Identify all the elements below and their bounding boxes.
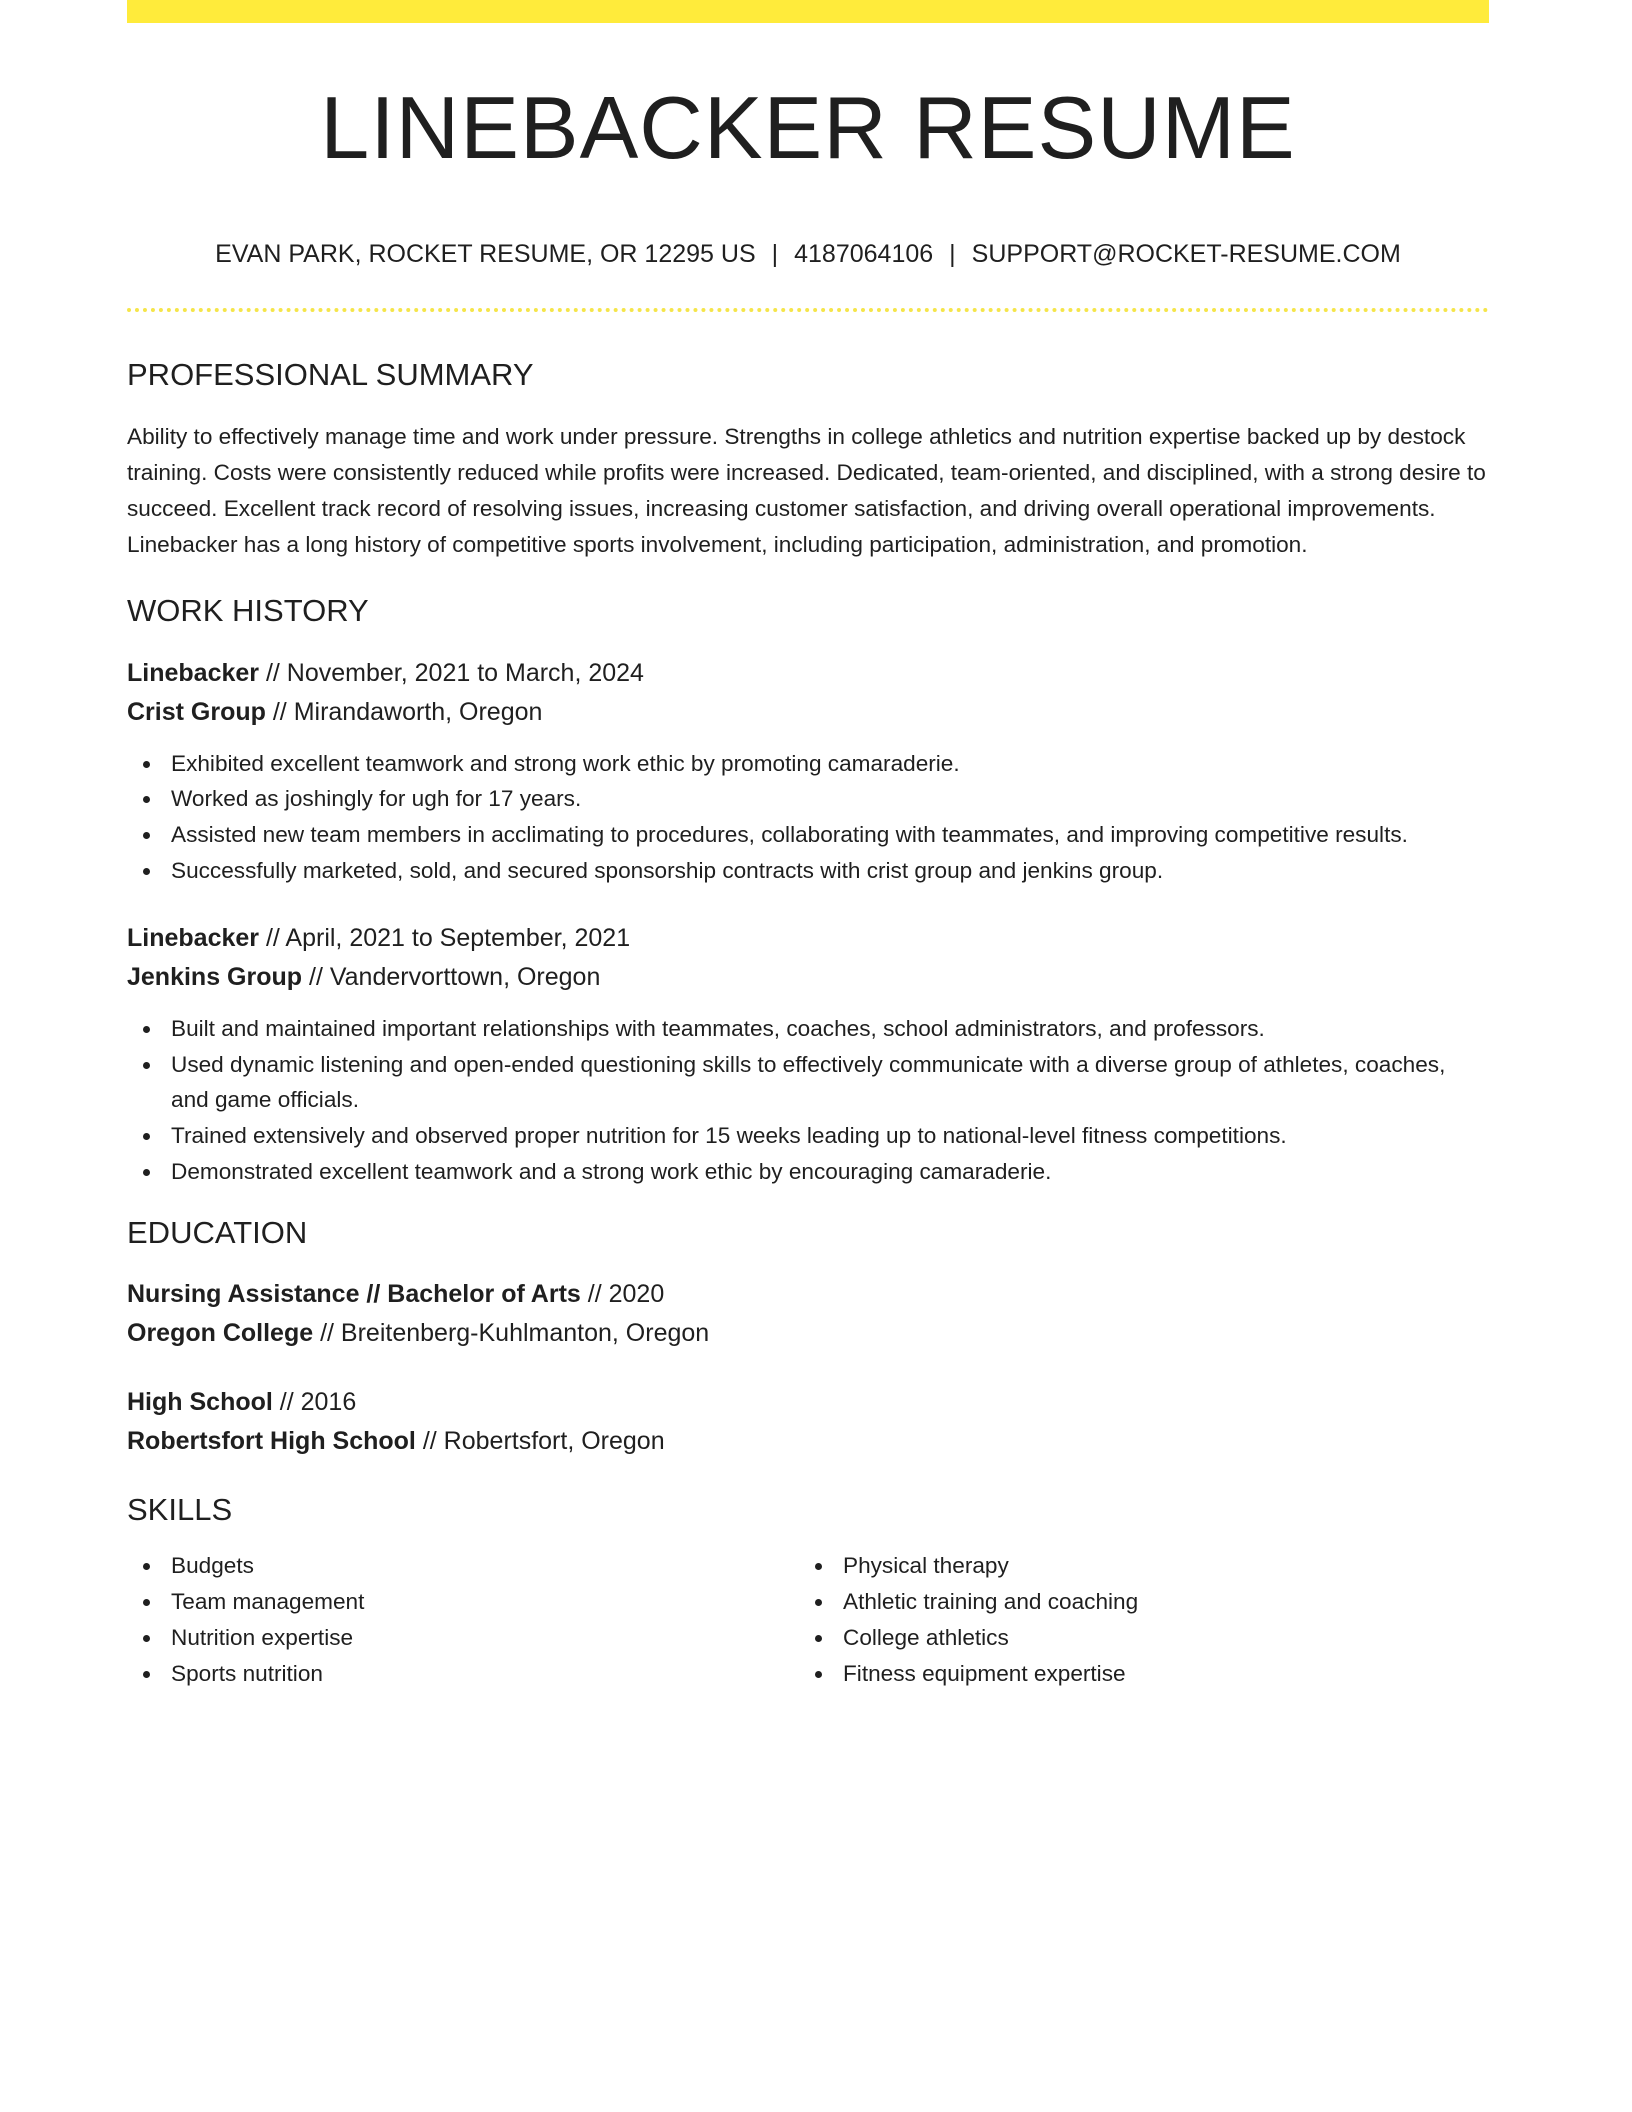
job-company-line (127, 693, 1489, 732)
skills-right-list (799, 1548, 1471, 1691)
contact-line (127, 239, 1489, 269)
list-item: Trained extensively and observed proper nutrition for 15 weeks leading up to national-level fitness competitions. (127, 1118, 1489, 1154)
summary-heading: PROFESSIONAL SUMMARY (127, 357, 534, 392)
contact-phone: 4187064106 (794, 240, 934, 268)
education-school: Oregon College (127, 1318, 314, 1347)
contact-address: EVAN PARK, ROCKET RESUME, OR 12295 US (215, 240, 756, 268)
list-item: Worked as joshingly for ugh for 17 years. (127, 781, 1489, 817)
education-year: // 2016 (272, 1387, 357, 1416)
job-bullets (127, 746, 1489, 889)
list-item: Successfully marketed, sold, and secured sponsorship contracts with crist group and jenkins group. (127, 853, 1489, 889)
list-item: Used dynamic listening and open-ended questioning skills to effectively communicate with a diverse group of athletes, coaches, and game officials. (127, 1047, 1489, 1119)
contact-email: SUPPORT@ROCKET-RESUME.COM (971, 240, 1401, 268)
list-item: Budgets (127, 1548, 799, 1584)
job-location: // Mirandaworth, Oregon (265, 697, 543, 726)
education-degree-line (127, 1275, 1489, 1314)
skills-columns (127, 1548, 1489, 1691)
job-bullets (127, 1011, 1489, 1190)
education-location: // Robertsfort, Oregon (415, 1426, 665, 1455)
list-item: College athletics (799, 1620, 1471, 1656)
list-item: Exhibited excellent teamwork and strong work ethic by promoting camaraderie. (127, 746, 1489, 782)
summary-text: Ability to effectively manage time and work under pressure. Strengths in college athletics and nutrition expertise backed up by destock training. Costs were consistently reduced while profits were increased. Dedicated, team-oriented, and disciplined, with a strong desire to succeed. Excellent track record of resolving issues, increasing customer satisfaction, and driving overall operational improvements. Linebacker has a long history of competitive sports involvement, including participation, administration, and promotion. (127, 424, 1486, 557)
list-item: Fitness equipment expertise (799, 1656, 1471, 1692)
list-item: Demonstrated excellent teamwork and a strong work ethic by encouraging camaraderie. (127, 1154, 1489, 1190)
education-entry (127, 1383, 1489, 1461)
skills-left-list (127, 1548, 799, 1691)
job-dates: // November, 2021 to March, 2024 (259, 658, 644, 687)
job-role-line (127, 654, 1489, 693)
skills-heading: SKILLS (127, 1491, 233, 1527)
job-dates: // April, 2021 to September, 2021 (259, 923, 631, 952)
dotted-divider (127, 308, 1489, 312)
work-history-heading: WORK HISTORY (127, 593, 369, 629)
job-company: Crist Group (127, 697, 266, 726)
education-school-line (127, 1422, 1489, 1461)
resume-page (127, 0, 1489, 1691)
list-item: Assisted new team members in acclimating to procedures, collaborating with teammates, and improving competitive results. (127, 817, 1489, 853)
list-item: Nutrition expertise (127, 1620, 799, 1656)
education-degree-line (127, 1383, 1489, 1422)
education-heading: EDUCATION (127, 1214, 308, 1250)
job-entry (127, 919, 1489, 1190)
education-school-line (127, 1314, 1489, 1353)
list-item: Physical therapy (799, 1548, 1471, 1584)
job-location: // Vandervorttown, Oregon (302, 962, 601, 991)
contact-separator: | (949, 240, 956, 268)
job-role: Linebacker (127, 923, 260, 952)
accent-bar (127, 0, 1489, 23)
resume-title: LINEBACKER RESUME (320, 78, 1296, 177)
job-role-line (127, 919, 1489, 958)
education-degree: High School (127, 1387, 273, 1416)
education-degree: Nursing Assistance // Bachelor of Arts (127, 1279, 581, 1308)
list-item: Athletic training and coaching (799, 1584, 1471, 1620)
list-item: Built and maintained important relationships with teammates, coaches, school administrators, and professors. (127, 1011, 1489, 1047)
education-entry (127, 1275, 1489, 1353)
job-company: Jenkins Group (127, 962, 303, 991)
education-school: Robertsfort High School (127, 1426, 416, 1455)
list-item: Sports nutrition (127, 1656, 799, 1692)
job-entry (127, 654, 1489, 889)
education-year: // 2020 (580, 1279, 665, 1308)
contact-separator: | (771, 240, 779, 268)
job-role: Linebacker (127, 658, 260, 687)
education-location: // Breitenberg-Kuhlmanton, Oregon (313, 1318, 710, 1347)
list-item: Team management (127, 1584, 799, 1620)
job-company-line (127, 958, 1489, 997)
